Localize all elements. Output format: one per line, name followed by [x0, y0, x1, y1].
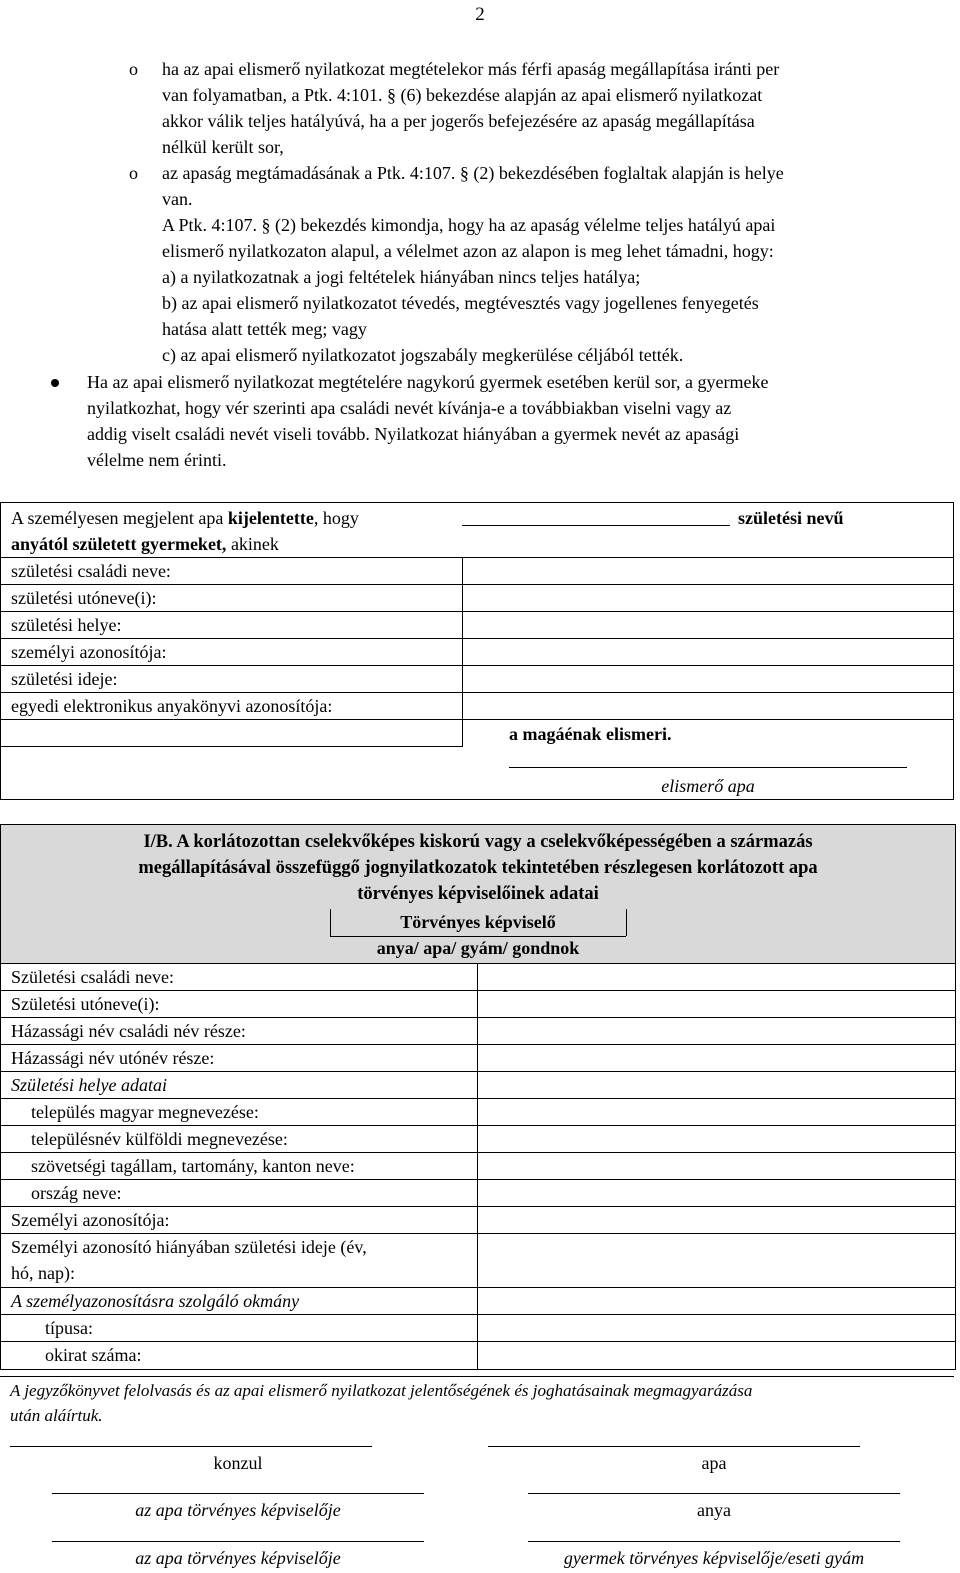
child-birth-date-label: születési ideje:	[11, 669, 118, 689]
ptk-para-line2: elismerő nyilatkozaton alapul, a vélelmet azon az alapon is meg lehet támadni, hogy:	[162, 241, 774, 261]
ptk-para-line6: c) az apai elismerő nyilatkozatot jogszabály megkerülése céljából tették.	[162, 345, 684, 365]
child-representative-signature-line[interactable]	[528, 1541, 900, 1542]
settlement-foreign-name-label: településnév külföldi megnevezése:	[31, 1129, 288, 1149]
document-number-label: okirat száma:	[45, 1345, 142, 1365]
child-given-names-label: születési utóneve(i):	[11, 588, 157, 608]
konzul-signature-line[interactable]	[10, 1446, 372, 1447]
adult-child-line4: vélelme nem érinti.	[87, 450, 227, 470]
closing-line1: A jegyzőkönyvet felolvasás és az apai elismerő nyilatkozat jelentőségének és joghatásainak megmagyarázása	[10, 1381, 753, 1400]
apa-signature-line[interactable]	[488, 1446, 860, 1447]
apa-label: apa	[701, 1453, 727, 1473]
child-birth-place-label: születési helye:	[11, 615, 122, 635]
ptk-para-line1: A Ptk. 4:107. § (2) bekezdés kimondja, hogy ha az apaság vélelme teljes hatályú apai	[162, 215, 776, 235]
representative-heading: Törvényes képviselő	[400, 912, 556, 932]
birth-date-fallback-label-2: hó, nap):	[11, 1263, 75, 1283]
anya-label: anya	[697, 1500, 731, 1520]
adult-child-line3: addig viselt családi nevét viseli tovább. Nyilatkozat hiányában a gyermek nevét az apasági	[87, 424, 740, 444]
birth-family-name-label: Születési családi neve:	[11, 967, 174, 987]
anya-signature-line[interactable]	[528, 1493, 900, 1494]
page-number: 2	[475, 4, 485, 25]
settlement-hu-name-label: település magyar megnevezése:	[31, 1102, 259, 1122]
document-type-label: típusa:	[45, 1318, 93, 1338]
child-registry-id-label: egyedi elektronikus anyakönyvi azonosítója:	[11, 696, 333, 716]
birth-date-fallback-label-1: Személyi azonosító hiányában születési ideje (év,	[11, 1237, 367, 1257]
statement-line2: anyától született gyermeket, akinek	[11, 534, 279, 554]
adult-child-line1: Ha az apai elismerő nyilatkozat megtételére nagykorú gyermek esetében kerül sor, a gyermeke	[87, 372, 769, 392]
birth-name-label: születési nevű	[738, 508, 844, 528]
closing-line2: után aláírtuk.	[10, 1406, 103, 1425]
ptk-para-line4: b) az apai elismerő nyilatkozatot tévedés, megtévesztés vagy jogellenes fenyegetés	[162, 293, 759, 313]
birth-given-names-label: Születési utóneve(i):	[11, 994, 160, 1014]
ptk-para-line5: hatása alatt tették meg; vagy	[162, 319, 367, 339]
intro-item1-line1: ha az apai elismerő nyilatkozat megtételekor más férfi apaság megállapítása iránti per	[162, 59, 780, 79]
mother-name-blank[interactable]	[462, 525, 730, 526]
intro-item2-line1: az apaság megtámadásának a Ptk. 4:107. § (2) bekezdésében foglaltak alapján is helye	[162, 163, 784, 183]
child-personal-id-label: személyi azonosítója:	[11, 642, 167, 662]
apa-representative-2-label: az apa törvényes képviselője	[135, 1548, 341, 1568]
id-document-label: A személyazonosításra szolgáló okmány	[11, 1291, 300, 1311]
apa-representative-1-signature-line[interactable]	[52, 1493, 424, 1494]
list-marker: o	[129, 59, 138, 79]
representative-roles: anya/ apa/ gyám/ gondnok	[376, 938, 580, 958]
konzul-label: konzul	[213, 1453, 263, 1473]
acknowledgement-table	[0, 502, 954, 800]
apa-representative-2-signature-line[interactable]	[52, 1541, 424, 1542]
married-family-name-label: Házassági név családi név része:	[11, 1021, 246, 1041]
married-given-name-label: Házassági név utónév része:	[11, 1048, 215, 1068]
legal-representative-table	[0, 824, 956, 1370]
father-signature-line[interactable]	[509, 767, 907, 768]
intro-item1-line3: akkor válik teljes hatályúvá, ha a per jogerős befejezésére az apaság megállapítása	[162, 111, 755, 131]
ptk-para-line3: a) a nyilatkozatnak a jogi feltételek hiányában nincs teljes hatálya;	[162, 267, 641, 287]
table-header	[1, 825, 955, 964]
country-name-label: ország neve:	[31, 1183, 122, 1203]
state-province-label: szövetségi tagállam, tartomány, kanton neve:	[31, 1156, 355, 1176]
intro-item1-line2: van folyamatban, a Ptk. 4:101. § (6) bekezdése alapján az apai elismerő nyilatkozat	[162, 85, 763, 105]
bullet-icon	[50, 369, 60, 379]
intro-item2-line2: van.	[162, 189, 193, 209]
intro-item1-line4: nélkül került sor,	[162, 137, 284, 157]
apa-representative-1-label: az apa törvényes képviselője	[135, 1500, 341, 1520]
acknowledge-text: a magáénak elismeri.	[509, 724, 672, 744]
adult-child-line2: nyilatkozhat, hogy vér szerinti apa családi nevét kívánja-e a továbbiakban viselni vagy az	[87, 398, 732, 418]
section-title: I/B. A korlátozottan cselekvőképes kiskorú vagy a cselekvőképességében a származás megállapításával összefüggő jognyilatkozatok tekintetében részlegesen korlátozott apa törvényes képviselőinek adatai	[138, 832, 818, 904]
birth-place-data-label: Születési helye adatai	[11, 1075, 167, 1095]
list-marker: o	[129, 163, 138, 183]
child-representative-label: gyermek törvényes képviselője/eseti gyám	[563, 1548, 865, 1568]
acknowledging-father-label: elismerő apa	[661, 776, 755, 796]
child-family-name-label: születési családi neve:	[11, 561, 171, 581]
personal-id-label: Személyi azonosítója:	[11, 1210, 170, 1230]
statement-line1: A személyesen megjelent apa kijelentette, hogy	[11, 508, 359, 528]
